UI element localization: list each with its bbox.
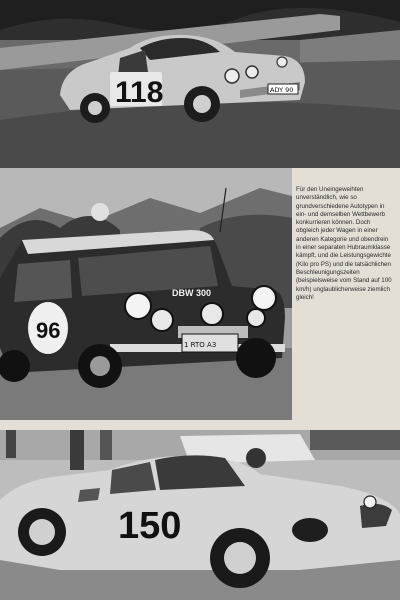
- license-plate-top: ADY 90: [270, 86, 294, 94]
- photo-middle-mini: [0, 168, 292, 420]
- race-number-118: 118: [115, 76, 164, 109]
- photo-caption: [296, 186, 394, 356]
- race-number-150: 150: [118, 505, 182, 547]
- hood-lettering: DBW 300: [172, 288, 212, 298]
- race-number-96: 96: [36, 318, 61, 343]
- photo-top-rally-car: [0, 0, 400, 168]
- caption-text: Für den Uneingeweihten unverständlich, wie so grundverschiedene Autotypen in ein- und demselben Wettbewerb konkurrieren können. Doch obgleich jeder Wagen in einer anderen Kategorie und obendrein in einer separaten Hubraumklasse kämpft, und die Leistungsgewichte (Kilo pro PS) und die tatsächlichen Beschleunigungszeiten (beispielsweise vom Stand auf 100 km/h) unglaublicherweise ziemlich gleich!: [296, 186, 392, 301]
- photo-bottom-image: [0, 430, 400, 600]
- photo-top-image: [0, 0, 400, 168]
- license-plate-middle: 1 RTO A3: [184, 341, 217, 349]
- photo-bottom-porsche: [0, 430, 400, 600]
- photo-middle-image: [0, 168, 292, 420]
